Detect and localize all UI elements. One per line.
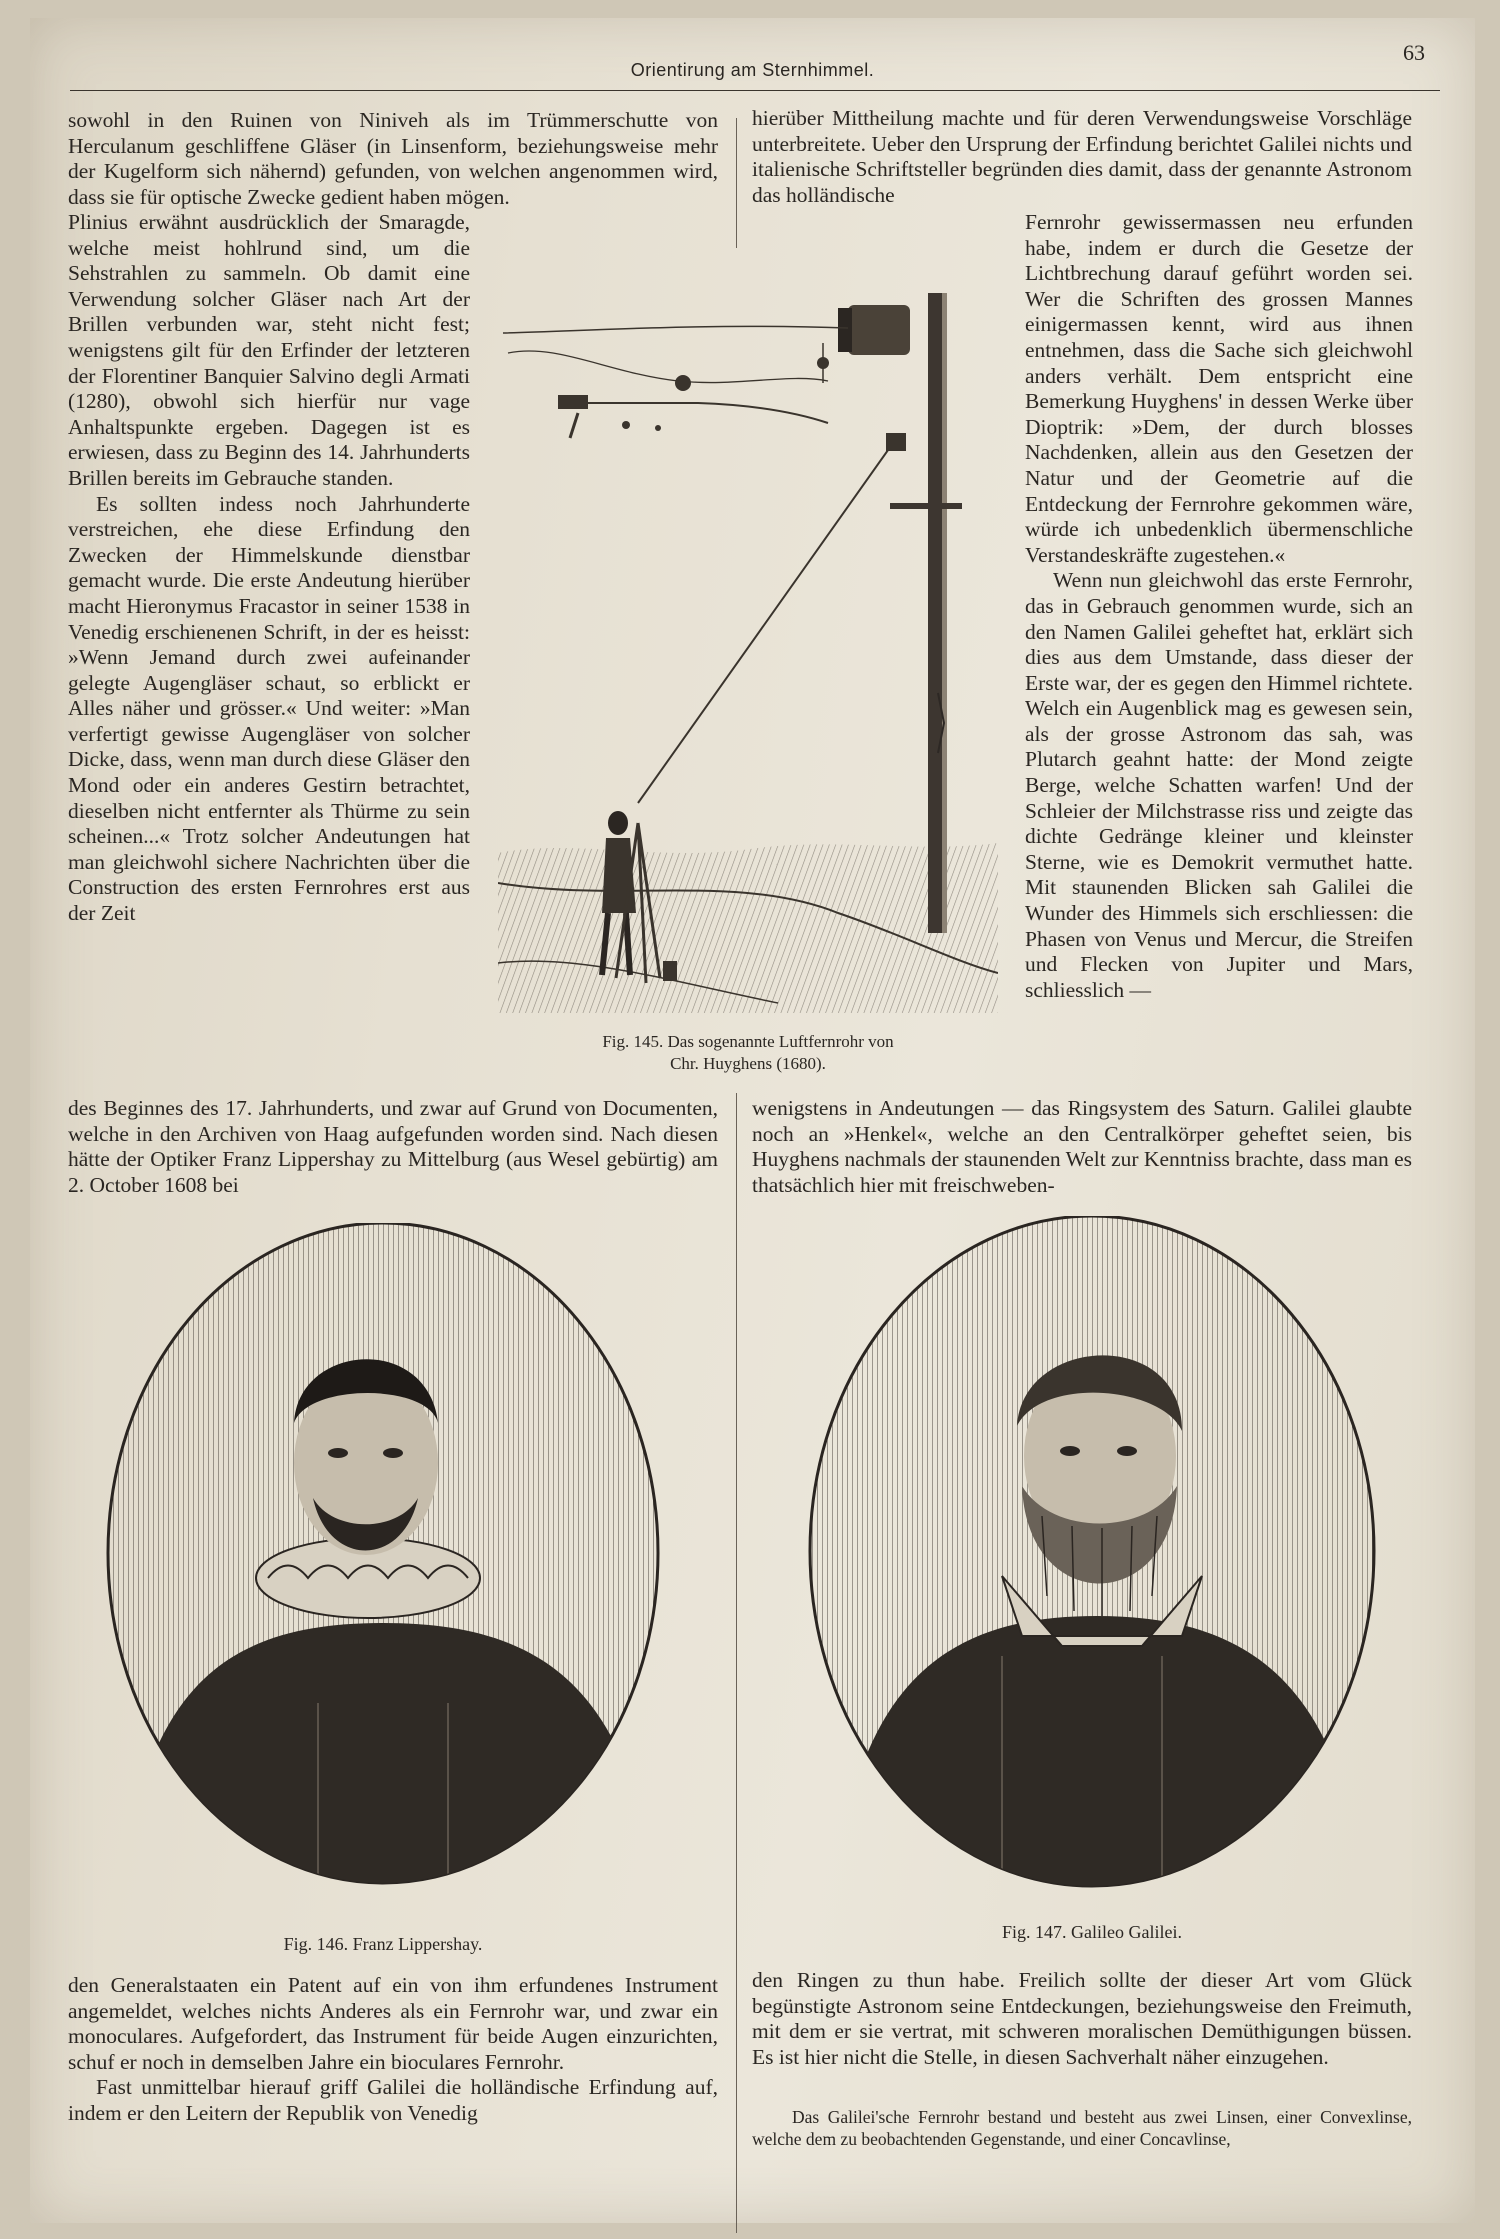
galilei-engraving [802, 1216, 1382, 1916]
aerial-telescope-engraving [498, 263, 998, 1013]
figure-146-portrait-lippershay [98, 1223, 668, 1954]
column-divider-top [736, 118, 737, 248]
text-left-bottom: den Generalstaaten ein Patent auf ein von ihm erfundenes Instrument angemeldet, welches nichts Anderes als ein Fernrohr war, und zwar ein monoculares. Aufgefordert, das Instrument für beide Augen einzurichten, schuf er noch in demselben Jahre ein bioculares Fernrohr. Fast unmittelbar hierauf griff Galilei die holländische Erfindung auf, indem er den Leitern der Republik von Venedig [68, 1973, 718, 2125]
figure-147-caption: Fig. 147. Galileo Galilei. [1002, 1922, 1182, 1942]
figure-146-caption: Fig. 146. Franz Lippershay. [283, 1934, 483, 1954]
figure-145-aerial-telescope [498, 263, 998, 1073]
book-page [30, 18, 1475, 2223]
page-number: 63 [1403, 40, 1425, 65]
footnote: Das Galilei'sche Fernrohr bestand und besteht aus zwei Linsen, einer Convexlinse, welche dem zu beobachtenden Gegenstande, und einer Concavlinse, [752, 2107, 1412, 2149]
lippershay-engraving [98, 1223, 668, 1923]
running-title: Orientirung am Sternhimmel. [630, 60, 875, 80]
text-right-narrow: Fernrohr gewissermassen neu erfunden habe, indem er durch die Gesetze der Lichtbrechung darauf geführt worden sei. Wer die Schriften des grossen Mannes einigermassen kennt, wird aus ihnen entnehmen, dass die Sache sich gleichwohl anders verhält. Dem entspricht eine Bemerkung Huyghens' in dessen Werke über Dioptrik: »Dem, der durch blosses Nachdenken, allein aus den Gesetzen der Natur und der Geometrie auf die Entdeckung der Fernrohre gekommen wäre, würde ich unbedenklich übermenschliche Verstandeskräfte zugestehen.« Wenn nun gleichwohl das erste Fernrohr, das in Gebrauch genommen wurde, sich an den Namen Galilei geheftet hat, erklärt sich dies aus dem Umstande, dass dieser der Erste war, der es gegen den Himmel richtete. Welch ein Augenblick mag es gewesen sein, als der grosse Astronom das sah, was Plutarch geahnt hatte: der Mond zeigte Berge, welche Schatten warfen! Und der Schleier der Milchstrasse riss und zeigte das dichte Gedränge kleiner und kleinster Sterne, wie es Demokrit vermuthet hatte. Mit staunenden Blicken sah Galilei die Wunder des Himmels sich erschliessen: die Phasen von Venus und Mercur, die Streifen und Flecken von Jupiter und Mars, schliesslich — [1025, 210, 1413, 1002]
text-left-top: sowohl in den Ruinen von Niniveh als im Trümmerschutte von Herculanum geschliffene Gläser (in Linsenform, beziehungsweise mehr der Kugelform sich nähernd) gefunden, von welchen angenommen wird, dass sie für optische Zwecke gedient haben mögen. [68, 108, 718, 209]
header-rule [70, 90, 1440, 91]
text-right-top: hierüber Mittheilung machte und für deren Verwendungsweise Vorschläge unterbreitete. Ueber den Ursprung der Erfindung berichtet Galilei nichts und italienische Schriftsteller begründen dies damit, dass der genannte Astronom das holländische [752, 106, 1412, 207]
text-right-bottom: den Ringen zu thun habe. Freilich sollte der dieser Art vom Glück begünstigte Astronom seine Entdeckungen, beziehungsweise den Freimuth, mit dem er sie vertrat, mit schweren moralischen Demüthigungen büssen. Es ist hier nicht die Stelle, in diesen Sachverhalt näher einzugehen. [752, 1968, 1412, 2069]
column-divider-middle [736, 1093, 737, 2233]
text-right-mid: wenigstens in Andeutungen — das Ringsystem des Saturn. Galilei glaubte noch an »Henkel«, welche an den Centralkörper geheftet seien, bis Huyghens nachmals der staunenden Welt zur Kenntniss brachte, dass man es thatsächlich hier mit freischweben- [752, 1096, 1413, 1197]
figure-147-portrait-galilei [802, 1216, 1382, 1946]
text-left-narrow: Plinius erwähnt ausdrücklich der Smaragde, welche meist hohlrund sind, um die Sehstrahlen zu sammeln. Ob damit eine Verwendung solcher Gläser nach Art der Brillen verbunden war, steht nicht fest; wenigstens gilt für den Erfinder der letzteren der Florentiner Banquier Salvino degli Armati (1280), obwohl sich hierfür nur vage Anhaltspunkte ergeben. Dagegen ist es erwiesen, dass zu Beginn des 14. Jahrhunderts Brillen bereits im Gebrauche standen. Es sollten indess noch Jahrhunderte verstreichen, ehe diese Erfindung den Zwecken der Himmelskunde dienstbar gemacht wurde. Die erste Andeutung hierüber macht Hieronymus Fracastor in seiner 1538 in Venedig erschienenen Schrift, in der es heisst: »Wenn Jemand durch zwei aufeinander gelegte Augengläser schaut, so erblickt er Alles näher und grösser.« Und weiter: »Man verfertigt gewisse Augengläser von solcher Dicke, dass, wenn man durch diese Gläser den Mond oder ein anderes Gestirn betrachtet, dieselben nicht entfernter als Thürme zu sein scheinen...« Trotz solcher Andeutungen hat man gleichwohl sichere Nachrichten über die Construction des ersten Fernrohres erst aus der Zeit [68, 210, 470, 926]
text-left-mid: des Beginnes des 17. Jahrhunderts, und zwar auf Grund von Documenten, welche in den Archiven von Haag aufgefunden worden sind. Nach diesen hätte der Optiker Franz Lippershay zu Mittelburg (aus Wesel gebürtig) am 2. October 1608 bei [68, 1096, 718, 1197]
figure-145-caption: Fig. 145. Das sogenannte Luftfernrohr von Chr. Huyghens (1680). [602, 1032, 894, 1073]
